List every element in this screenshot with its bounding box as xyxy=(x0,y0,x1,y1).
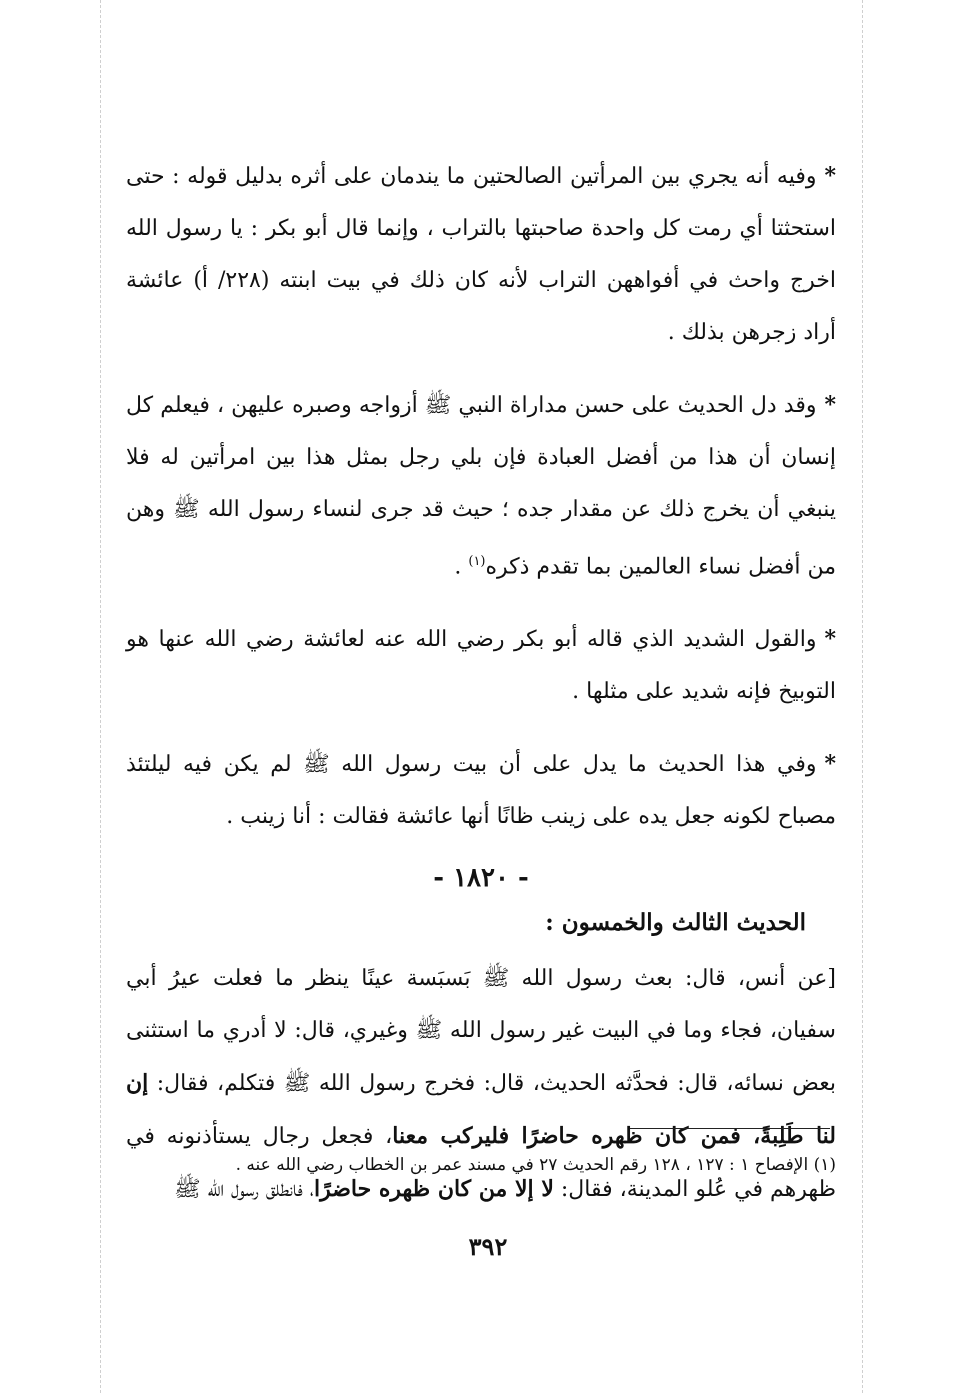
bullet-star: * xyxy=(824,392,836,418)
footnote-reference[interactable]: (١) xyxy=(468,554,486,569)
page-number: ٣٩٢ xyxy=(468,1232,508,1261)
hadith-part-1: [عن أنس، قال: بعث رسول الله ﷺ بَسبَسة عينًا ينظر ما فعلت عيرُ أبي سفيان، فجاء وما في البيت غير رسول الله ﷺ وغيري، قال: لا أدري ما استثنى بعض نسائه، قال: فحدَّثه الحديث، قال: فخرج رسول الله ﷺ فتكلم، فقال: xyxy=(126,966,836,1097)
paragraph-text: والقول الشديد الذي قاله أبو بكر رضي الله عنه لعائشة رضي الله عنها هو التوبيخ فإنه شديد على مثلها . xyxy=(126,627,836,705)
footnote: (١) الإفصاح ١ : ١٢٧ ، ١٢٨ رقم الحديث ٢٧ في مسند عمر بن الخطاب رضي الله عنه . xyxy=(235,1155,836,1175)
paragraph-text: وفي هذا الحديث ما يدل على أن بيت رسول الله ﷺ لم يكن فيه ليلتئذ مصباح لكونه جعل يده على زينب ظانًا أنها عائشة فقالت : أنا زينب . xyxy=(126,752,836,830)
hadith-part-2: ، فجعل رجال يستأذنونه في ظهرهم في عُلو المدينة، فقال: xyxy=(126,1124,836,1203)
bullet-star: * xyxy=(824,626,836,653)
section-number: - ١٨٢٠ - xyxy=(433,863,529,894)
paragraph-4 xyxy=(126,738,836,843)
hadith-heading: الحديث الثالث والخمسون : xyxy=(545,909,806,937)
hadith-part-3: ، فانطلق رسول الله ﷺ xyxy=(174,1177,314,1203)
paragraph-text: وقد دل الحديث على حسن مداراة النبي ﷺ أزواجه وصبره عليهن ، فيعلم كل إنسان أن هذا من أفضل العبادة فإن بلي رجل بمثل هذا بين امرأتين له فلا ينبغي أن يخرج ذلك عن مقدار جده ؛ حيث قد جرى لنساء رسول الله ﷺ وهن من أفضل نساء العالمين بما تقدم ذكره xyxy=(126,393,836,580)
hadith-quote-1: إن لنا طَلِبةً، فمن كان ظهره حاضرًا فليركب معنا xyxy=(126,1070,836,1150)
page-body xyxy=(126,150,836,1236)
paragraph-1 xyxy=(126,150,836,359)
bullet-star: * xyxy=(824,163,836,189)
hadith-quote-2: لا إلا من كان ظهره حاضرًا xyxy=(313,1176,554,1203)
margin-guide-left xyxy=(100,0,101,1393)
paragraph-2 xyxy=(126,379,836,593)
paragraph-text: وفيه أنه يجري بين المرأتين الصالحتين ما يندمان على أثره بدليل قوله : حتى استحثتا أي رمت كل واحدة صاحبتها بالتراب ، وإنما قال أبو بكر : يا رسول الله اخرج واحث في أفواههن التراب لأنه كان ذلك في بيت ابنته (٢٢٨/ أ) عائشة أراد زجرهن بذلك . xyxy=(126,164,837,345)
paragraph-3 xyxy=(126,613,836,718)
paragraph-end: . xyxy=(454,554,469,580)
footnote-divider xyxy=(630,1128,830,1129)
margin-guide-right xyxy=(862,0,863,1393)
bullet-star: * xyxy=(824,751,836,778)
